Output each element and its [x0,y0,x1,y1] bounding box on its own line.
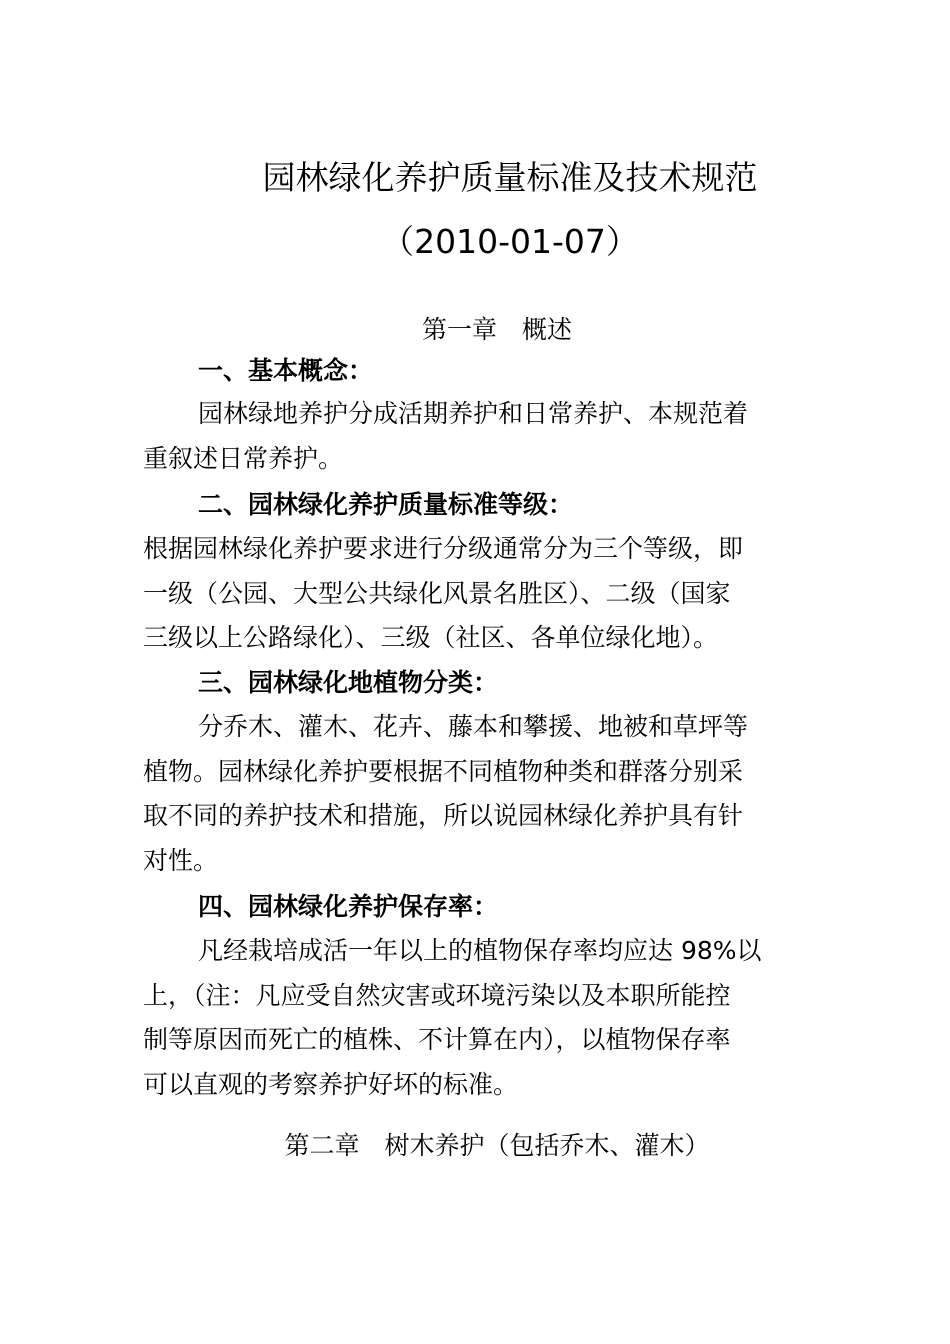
section-2-line-2: 一级（公园、大型公共绿化风景名胜区）、二级（国家 [143,578,731,608]
section-3-line-4: 对性。 [143,845,219,875]
section-1-line-1: 园林绿地养护分成活期养护和日常养护、本规范着 [198,399,749,428]
section-3-body [143,705,813,883]
section-4-line-2: 上，（注：凡应受自然灾害或环境污染以及本职所能控 [143,980,731,1010]
section-2-body [143,527,813,661]
section-3-line-1: 分乔木、灌木、花卉、藤本和攀援、地被和草坪等 [198,712,749,741]
chapter-1-heading: 第一章 概述 [421,315,572,344]
section-1-body [143,392,813,481]
document-title: 园林绿化养护质量标准及技术规范 [262,158,758,197]
section-3-heading: 三、园林绿化地植物分类： [198,668,499,697]
section-4-line-1: 凡经栽培成活一年以上的植物保存率均应达 98%以 [198,936,762,965]
section-4-line-4: 可以直观的考察养护好坏的标准。 [143,1069,519,1099]
section-3-line-2: 植物。园林绿化养护要根据不同植物种类和群落分别采 [143,756,744,786]
section-4-body [143,929,813,1107]
section-4-heading: 四、园林绿化养护保存率： [198,892,499,921]
section-2-line-3: 三级以上公路绿化）、三级（社区、各单位绿化地）。 [143,623,719,652]
chapter-2-heading: 第二章 树木养护（包括乔木、灌木） [284,1131,710,1160]
document-date: （2010-01-07） [381,222,639,261]
section-1-heading: 一、基本概念： [198,356,374,385]
section-2-line-1: 根据园林绿化养护要求进行分级通常分为三个等级，即 [143,534,744,563]
section-1-line-2: 重叙述日常养护。 [143,443,344,473]
section-2-heading: 二、园林绿化养护质量标准等级： [198,490,574,519]
section-3-line-3: 取不同的养护技术和措施，所以说园林绿化养护具有针 [143,801,744,830]
section-4-line-3: 制等原因而死亡的植株、不计算在内），以植物保存率 [143,1025,731,1054]
